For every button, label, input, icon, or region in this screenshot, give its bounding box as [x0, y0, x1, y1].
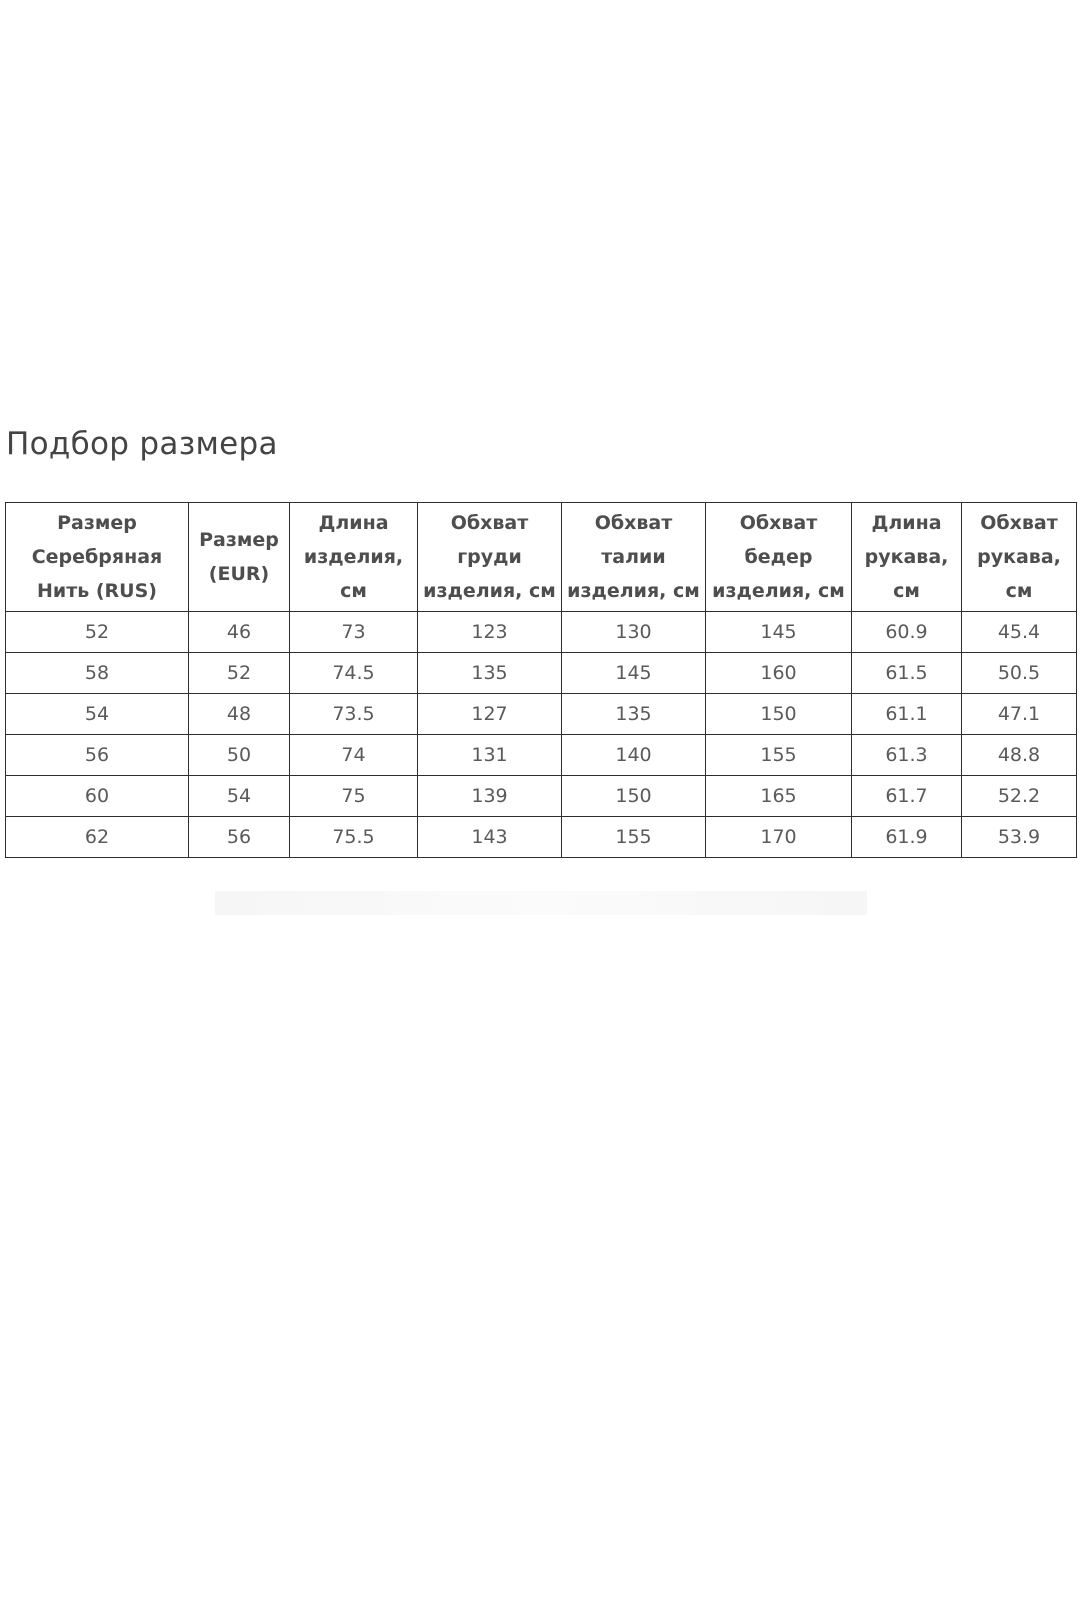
table-cell: 75: [290, 776, 418, 817]
table-cell: 131: [418, 735, 562, 776]
table-cell: 54: [189, 776, 290, 817]
header-size-rus: Размер Серебряная Нить (RUS): [6, 503, 189, 612]
table-cell: 155: [706, 735, 852, 776]
table-cell: 150: [706, 694, 852, 735]
table-cell: 61.9: [852, 817, 962, 858]
decorative-strip: [215, 891, 867, 915]
table-cell: 73.5: [290, 694, 418, 735]
table-cell: 53.9: [962, 817, 1077, 858]
header-size-eur: Размер (EUR): [189, 503, 290, 612]
table-cell: 52: [189, 653, 290, 694]
header-chest: Обхват груди изделия, см: [418, 503, 562, 612]
table-cell: 48: [189, 694, 290, 735]
table-cell: 135: [418, 653, 562, 694]
table-cell: 60.9: [852, 612, 962, 653]
table-cell: 52: [6, 612, 189, 653]
table-cell: 127: [418, 694, 562, 735]
table-cell: 56: [6, 735, 189, 776]
table-cell: 50: [189, 735, 290, 776]
table-cell: 135: [562, 694, 706, 735]
table-row: [6, 735, 1077, 776]
table-cell: 61.3: [852, 735, 962, 776]
header-hips: Обхват бедер изделия, см: [706, 503, 852, 612]
table-cell: 46: [189, 612, 290, 653]
table-cell: 145: [562, 653, 706, 694]
table-cell: 61.1: [852, 694, 962, 735]
header-sleeve-length: Длина рукава, см: [852, 503, 962, 612]
table-cell: 56: [189, 817, 290, 858]
table-cell: 47.1: [962, 694, 1077, 735]
table-cell: 62: [6, 817, 189, 858]
table-cell: 140: [562, 735, 706, 776]
header-length: Длина изделия, см: [290, 503, 418, 612]
table-cell: 130: [562, 612, 706, 653]
table-cell: 145: [706, 612, 852, 653]
table-row: [6, 694, 1077, 735]
page-title: Подбор размера: [6, 426, 278, 462]
table-cell: 52.2: [962, 776, 1077, 817]
table-cell: 58: [6, 653, 189, 694]
table-row: [6, 776, 1077, 817]
table-cell: 61.5: [852, 653, 962, 694]
table-body: [6, 612, 1077, 858]
table-row: [6, 653, 1077, 694]
table-row: [6, 817, 1077, 858]
table-cell: 160: [706, 653, 852, 694]
table-cell: 50.5: [962, 653, 1077, 694]
table-cell: 61.7: [852, 776, 962, 817]
header-sleeve-width: Обхват рукава, см: [962, 503, 1077, 612]
table-cell: 143: [418, 817, 562, 858]
table-cell: 74: [290, 735, 418, 776]
table-cell: 170: [706, 817, 852, 858]
header-row: [6, 503, 1077, 612]
table-cell: 139: [418, 776, 562, 817]
table-cell: 150: [562, 776, 706, 817]
size-table: [5, 502, 1077, 858]
table-cell: 123: [418, 612, 562, 653]
table-cell: 54: [6, 694, 189, 735]
table-cell: 74.5: [290, 653, 418, 694]
table-cell: 165: [706, 776, 852, 817]
table-row: [6, 612, 1077, 653]
table-cell: 73: [290, 612, 418, 653]
table-cell: 60: [6, 776, 189, 817]
table-cell: 48.8: [962, 735, 1077, 776]
table-cell: 155: [562, 817, 706, 858]
table-header: [6, 503, 1077, 612]
table-cell: 45.4: [962, 612, 1077, 653]
table-cell: 75.5: [290, 817, 418, 858]
header-waist: Обхват талии изделия, см: [562, 503, 706, 612]
